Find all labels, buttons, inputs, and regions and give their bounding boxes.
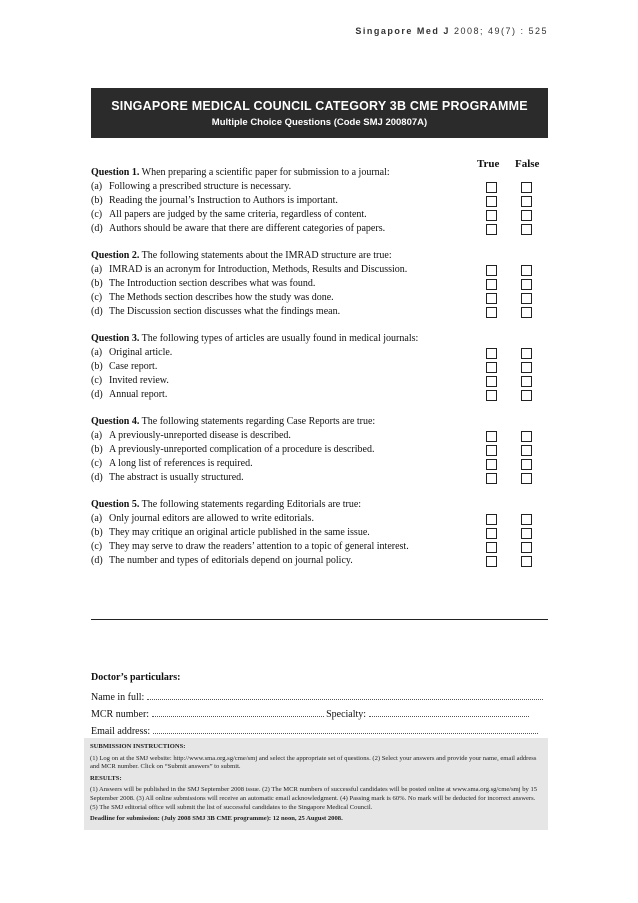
option-row <box>91 208 548 222</box>
option-row <box>91 471 548 485</box>
option-row <box>91 554 548 568</box>
true-checkbox[interactable] <box>486 514 497 525</box>
true-checkbox[interactable] <box>486 431 497 442</box>
results-heading: RESULTS: <box>90 774 122 782</box>
name-row <box>91 689 548 706</box>
question-number: Question 2. <box>91 250 140 261</box>
true-checkbox[interactable] <box>486 348 497 359</box>
option-label: (a) <box>91 430 103 441</box>
option-row <box>91 263 548 277</box>
false-checkbox[interactable] <box>521 279 532 290</box>
option-row <box>91 291 548 305</box>
false-checkbox[interactable] <box>521 210 532 221</box>
questions-list <box>91 166 548 581</box>
option-label: (a) <box>91 513 103 524</box>
false-column-header: False <box>515 158 540 170</box>
option-label: (c) <box>91 292 103 303</box>
option-text: IMRAD is an acronym for Introduction, Methods, Results and Discussion. <box>109 264 408 275</box>
option-text: The Methods section describes how the study was done. <box>109 292 334 303</box>
question-stem <box>91 498 548 512</box>
question-text: The following statements about the IMRAD structure are true: <box>141 250 392 261</box>
option-label: (d) <box>91 223 103 234</box>
option-label: (c) <box>91 209 103 220</box>
option-text: The Introduction section describes what was found. <box>109 278 316 289</box>
option-label: (a) <box>91 264 103 275</box>
option-label: (b) <box>91 527 103 538</box>
option-row <box>91 457 548 471</box>
divider <box>91 619 548 620</box>
option-row <box>91 374 548 388</box>
false-checkbox[interactable] <box>521 473 532 484</box>
option-row <box>91 180 548 194</box>
option-text: They may critique an original article published in the same issue. <box>109 527 370 538</box>
question-4 <box>91 415 548 485</box>
true-checkbox[interactable] <box>486 542 497 553</box>
option-text: A long list of references is required. <box>109 458 253 469</box>
title-banner <box>91 88 548 138</box>
option-text: A previously-unreported disease is described. <box>109 430 291 441</box>
false-checkbox[interactable] <box>521 224 532 235</box>
true-checkbox[interactable] <box>486 528 497 539</box>
question-stem <box>91 332 548 346</box>
banner-subtitle: Multiple Choice Questions (Code SMJ 200807A) <box>211 117 428 128</box>
question-3 <box>91 332 548 402</box>
specialty-field[interactable] <box>369 706 529 717</box>
option-row <box>91 277 548 291</box>
mcr-row <box>91 706 548 723</box>
true-checkbox[interactable] <box>486 210 497 221</box>
true-checkbox[interactable] <box>486 307 497 318</box>
option-text: Reading the journal’s Instruction to Authors is important. <box>109 195 338 206</box>
question-number: Question 5. <box>91 499 140 510</box>
particulars-heading: Doctor’s particulars: <box>91 672 181 683</box>
email-field[interactable] <box>153 723 538 734</box>
option-row <box>91 388 548 402</box>
false-checkbox[interactable] <box>521 445 532 456</box>
option-row <box>91 429 548 443</box>
question-text: When preparing a scientific paper for submission to a journal: <box>141 167 390 178</box>
true-checkbox[interactable] <box>486 182 497 193</box>
question-number: Question 4. <box>91 416 140 427</box>
true-checkbox[interactable] <box>486 376 497 387</box>
option-label: (d) <box>91 306 103 317</box>
option-row <box>91 512 548 526</box>
deadline-text: Deadline for submission: (July 2008 SMJ 3B CME programme): 12 noon, 25 August 2008. <box>90 815 343 823</box>
true-checkbox[interactable] <box>486 390 497 401</box>
submission-heading: SUBMISSION INSTRUCTIONS: <box>90 743 186 750</box>
false-checkbox[interactable] <box>521 362 532 373</box>
false-checkbox[interactable] <box>521 431 532 442</box>
question-number: Question 1. <box>91 167 140 178</box>
question-5 <box>91 498 548 568</box>
option-text: All papers are judged by the same criteria, regardless of content. <box>109 209 367 220</box>
question-1 <box>91 166 548 236</box>
true-checkbox[interactable] <box>486 556 497 567</box>
option-text: The Discussion section discusses what the findings mean. <box>109 306 341 317</box>
option-label: (c) <box>91 458 103 469</box>
option-text: Only journal editors are allowed to write editorials. <box>109 513 314 524</box>
option-text: The number and types of editorials depend on journal policy. <box>109 555 353 566</box>
option-text: Original article. <box>109 347 173 358</box>
option-label: (b) <box>91 278 103 289</box>
journal-name: Singapore Med J <box>355 26 450 36</box>
true-checkbox[interactable] <box>486 473 497 484</box>
option-row <box>91 305 548 319</box>
true-column-header: True <box>477 158 500 170</box>
option-label: (b) <box>91 195 103 206</box>
option-label: (c) <box>91 375 103 386</box>
false-checkbox[interactable] <box>521 307 532 318</box>
running-head <box>355 26 548 36</box>
name-label: Name in full: <box>91 692 145 703</box>
results-text: (1) Answers will be published in the SMJ September 2008 issue. (2) The MCR numbers of successful candidates will be posted online at www.sma.org.sg/cme/smj by 15 September 2008. (3) All online submissions will receive an automatic email acknowledgment. (4) Passing mark is 60%. No mark will be deducted for incorrect answers. (5) The SMJ editorial office will submit the list of successful candidates to the Singapore Medical Council. <box>90 786 538 811</box>
option-row <box>91 443 548 457</box>
false-checkbox[interactable] <box>521 390 532 401</box>
question-stem <box>91 415 548 429</box>
question-text: The following types of articles are usually found in medical journals: <box>141 333 419 344</box>
option-label: (d) <box>91 472 103 483</box>
false-checkbox[interactable] <box>521 196 532 207</box>
option-label: (d) <box>91 555 103 566</box>
submission-info-box <box>84 738 548 830</box>
option-row <box>91 526 548 540</box>
option-label: (b) <box>91 361 103 372</box>
question-number: Question 3. <box>91 333 140 344</box>
option-text: Following a prescribed structure is necessary. <box>109 181 292 192</box>
true-checkbox[interactable] <box>486 279 497 290</box>
false-checkbox[interactable] <box>521 514 532 525</box>
true-checkbox[interactable] <box>486 224 497 235</box>
option-label: (a) <box>91 181 103 192</box>
option-row <box>91 222 548 236</box>
name-field[interactable] <box>147 689 543 700</box>
option-label: (b) <box>91 444 103 455</box>
option-label: (d) <box>91 389 103 400</box>
option-text: The abstract is usually structured. <box>109 472 244 483</box>
true-checkbox[interactable] <box>486 445 497 456</box>
true-checkbox[interactable] <box>486 265 497 276</box>
email-label: Email address: <box>91 726 151 737</box>
false-checkbox[interactable] <box>521 182 532 193</box>
option-row <box>91 360 548 374</box>
false-checkbox[interactable] <box>521 556 532 567</box>
option-row <box>91 540 548 554</box>
true-checkbox[interactable] <box>486 459 497 470</box>
false-checkbox[interactable] <box>521 376 532 387</box>
question-stem <box>91 249 548 263</box>
mcr-label: MCR number: <box>91 709 150 720</box>
submission-text: (1) Log on at the SMJ website: http://www.sma.org.sg/cme/smj and select the appropriate set of questions. (2) Select your answers and provide your name, email address and MCR number. Click on “Submit answers” to submit. <box>90 754 537 771</box>
question-2 <box>91 249 548 319</box>
true-checkbox[interactable] <box>486 362 497 373</box>
false-checkbox[interactable] <box>521 528 532 539</box>
option-label: (c) <box>91 541 103 552</box>
false-checkbox[interactable] <box>521 265 532 276</box>
question-stem <box>91 166 548 180</box>
option-text: They may serve to draw the readers’ attention to a topic of general interest. <box>109 541 409 552</box>
option-text: Case report. <box>109 361 158 372</box>
option-label: (a) <box>91 347 103 358</box>
option-text: A previously-unreported complication of a procedure is described. <box>109 444 375 455</box>
option-text: Authors should be aware that there are different categories of papers. <box>109 223 386 234</box>
doctor-particulars <box>91 672 548 740</box>
option-row <box>91 194 548 208</box>
question-text: The following statements regarding Case Reports are true: <box>141 416 376 427</box>
option-text: Annual report. <box>109 389 168 400</box>
option-text: Invited review. <box>109 375 169 386</box>
false-checkbox[interactable] <box>521 542 532 553</box>
specialty-label: Specialty: <box>326 709 367 720</box>
question-text: The following statements regarding Editorials are true: <box>141 499 362 510</box>
journal-citation: 2008; 49(7) : 525 <box>453 26 548 36</box>
false-checkbox[interactable] <box>521 459 532 470</box>
false-checkbox[interactable] <box>521 348 532 359</box>
mcr-field[interactable] <box>152 706 324 717</box>
true-checkbox[interactable] <box>486 293 497 304</box>
false-checkbox[interactable] <box>521 293 532 304</box>
banner-title: SINGAPORE MEDICAL COUNCIL CATEGORY 3B CME PROGRAMME <box>111 99 528 113</box>
option-row <box>91 346 548 360</box>
true-checkbox[interactable] <box>486 196 497 207</box>
